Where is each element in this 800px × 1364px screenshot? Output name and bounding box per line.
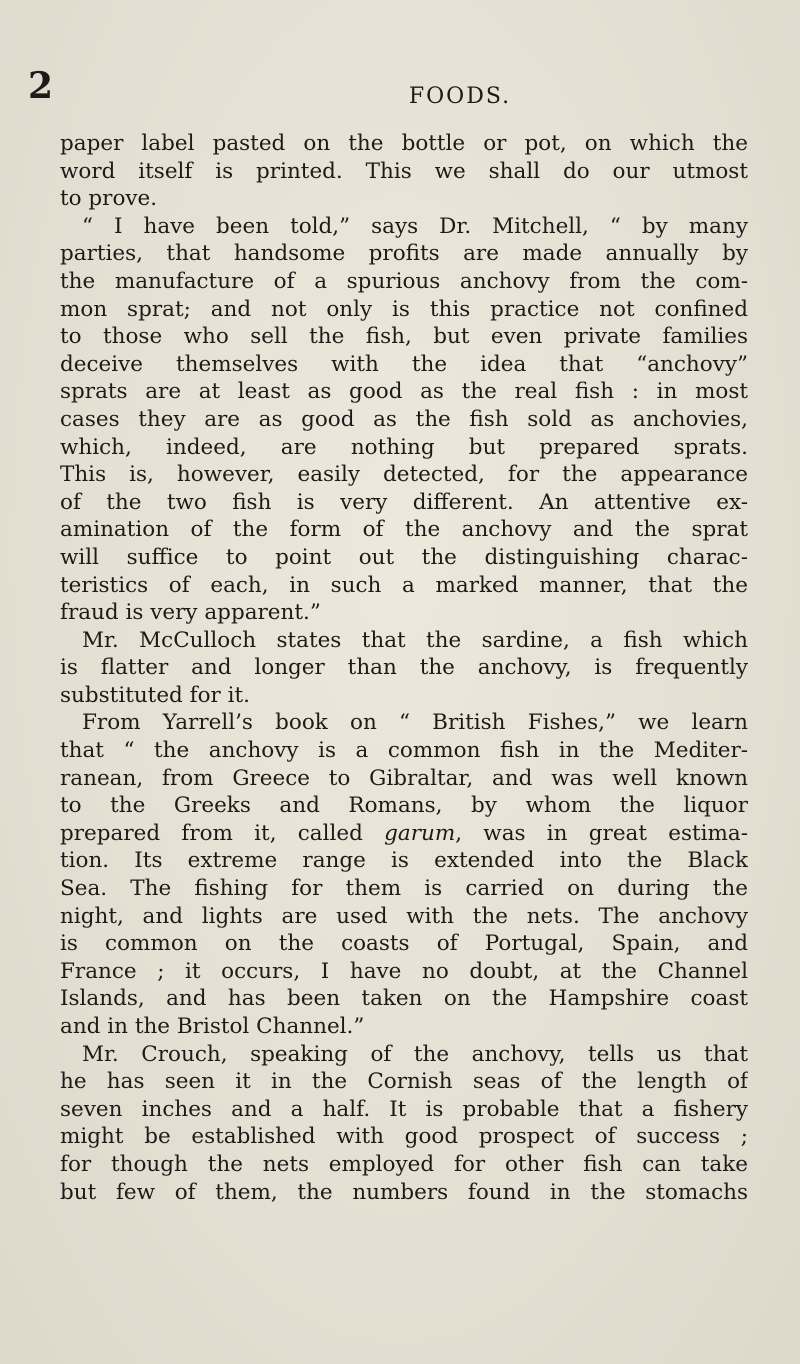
text-line: amination of the form of the anchovy and the sprat bbox=[60, 517, 748, 543]
text-line: From Yarrell’s book on “ British Fishes,” we learn bbox=[82, 710, 748, 736]
text-line: night, and lights are used with the nets. The anchovy bbox=[60, 903, 748, 929]
text-line: ranean, from Greece to Gibraltar, and was well known bbox=[60, 765, 748, 791]
text-line: of the two fish is very different. An attentive ex- bbox=[60, 489, 748, 515]
text-line: cases they are as good as the fish sold as anchovies, bbox=[60, 406, 748, 432]
text-line: substituted for it. bbox=[60, 682, 251, 708]
body-text bbox=[60, 130, 748, 1206]
text-line: prepared from it, called garum, was in great estima- bbox=[60, 820, 748, 846]
text-line: This is, however, easily detected, for the appearance bbox=[60, 462, 748, 488]
text-line: tion. Its extreme range is extended into the Black bbox=[60, 848, 748, 874]
text-line: and in the Bristol Channel.” bbox=[60, 1014, 365, 1039]
text-line: for though the nets employed for other fish can take bbox=[60, 1151, 748, 1177]
text-line: seven inches and a half. It is probable that a fishery bbox=[60, 1096, 748, 1122]
text-line: parties, that handsome profits are made annually by bbox=[60, 241, 748, 267]
text-line: Sea. The fishing for them is carried on during the bbox=[60, 876, 748, 902]
text-line: to the Greeks and Romans, by whom the liquor bbox=[60, 793, 748, 819]
text-line: teristics of each, in such a marked manner, that the bbox=[60, 572, 748, 598]
text-line: sprats are at least as good as the real fish : in most bbox=[60, 379, 748, 405]
text-line: which, indeed, are nothing but prepared sprats. bbox=[60, 434, 748, 460]
text-line: is common on the coasts of Portugal, Spain, and bbox=[60, 931, 748, 957]
text-line: he has seen it in the Cornish seas of the length of bbox=[60, 1069, 748, 1095]
text-line: to those who sell the fish, but even private families bbox=[60, 324, 748, 350]
running-head: FOODS. bbox=[408, 84, 512, 109]
text-line: mon sprat; and not only is this practice not confined bbox=[60, 296, 748, 322]
text-line: to prove. bbox=[60, 186, 158, 212]
text-line: paper label pasted on the bottle or pot, on which the bbox=[60, 131, 748, 156]
text-line: “ I have been told,” says Dr. Mitchell, “ by many bbox=[82, 213, 748, 239]
text-line: deceive themselves with the idea that “anchovy” bbox=[60, 351, 748, 377]
text-line: Islands, and has been taken on the Hampshire coast bbox=[60, 986, 748, 1012]
text-line: the manufacture of a spurious anchovy from the com- bbox=[60, 268, 748, 294]
text-line: but few of them, the numbers found in the stomachs bbox=[60, 1179, 748, 1205]
text-line: Mr. Crouch, speaking of the anchovy, tells us that bbox=[82, 1041, 748, 1067]
text-line: fraud is very apparent.” bbox=[60, 600, 321, 626]
page-number: 2 bbox=[28, 65, 54, 107]
text-line: might be established with good prospect of success ; bbox=[60, 1124, 748, 1150]
text-line: will suffice to point out the distinguishing charac- bbox=[60, 544, 748, 570]
italic-term: garum bbox=[384, 820, 456, 846]
text-line: that “ the anchovy is a common fish in the Mediter- bbox=[60, 738, 748, 764]
text-line: Mr. McCulloch states that the sardine, a fish which bbox=[82, 627, 748, 653]
text-line: is flatter and longer than the anchovy, is frequently bbox=[60, 655, 748, 681]
text-line: France ; it occurs, I have no doubt, at the Channel bbox=[60, 958, 748, 984]
text-line: word itself is printed. This we shall do our utmost bbox=[60, 158, 748, 184]
